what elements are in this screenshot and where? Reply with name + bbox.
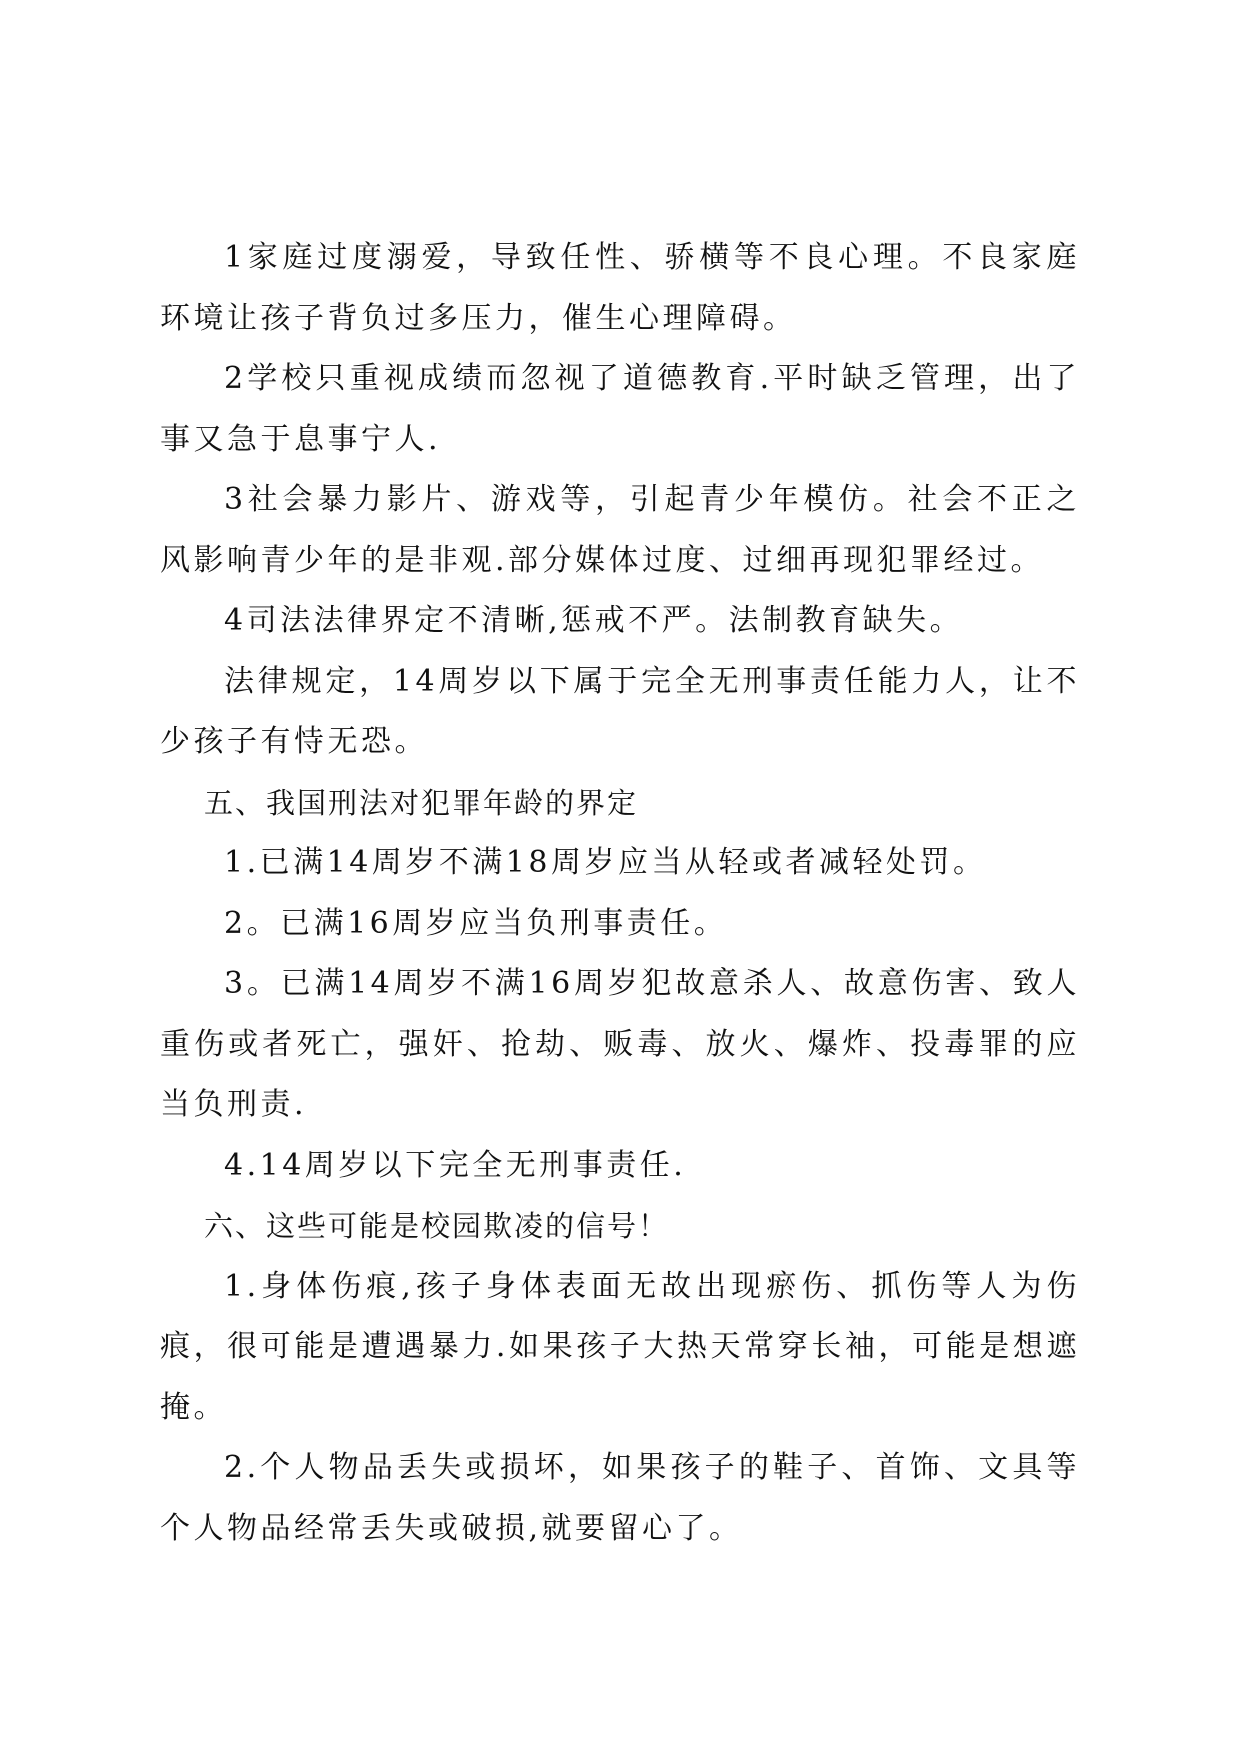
list-item-under-14: 4.14周岁以下完全无刑事责任. <box>224 1147 687 1183</box>
paragraph-judicial-cause: 4司法法律界定不清晰,惩戒不严。法制教育缺失。 <box>224 603 964 638</box>
list-item-age-14-18: 1.已满14周岁不满18周岁应当从轻或者减轻处罚。 <box>224 845 987 880</box>
list-item-lost-belongings: 2.个人物品丢失或损坏，如果孩子的鞋子、首饰、文具等个人物品经常丢失或破损,就要留心了。 <box>160 1450 1080 1546</box>
paragraph-family-cause: 1家庭过度溺爱，导致任性、骄横等不良心理。不良家庭环境让孩子背负过多压力，催生心理障碍。 <box>160 240 1080 336</box>
document-body <box>160 228 1080 1559</box>
paragraph-society-cause: 3社会暴力影片、游戏等，引起青少年模仿。社会不正之风影响青少年的是非观.部分媒体过度、过细再现犯罪经过。 <box>160 482 1080 578</box>
list-item-body-injuries: 1.身体伤痕,孩子身体表面无故出现瘀伤、抓伤等人为伤痕，很可能是遭遇暴力.如果孩子大热天常穿长袖，可能是想遮掩。 <box>160 1268 1080 1425</box>
list-item-age-16: 2。已满16周岁应当负刑事责任。 <box>224 905 728 941</box>
section-heading-bullying-signals: 六、这些可能是校园欺凌的信号！ <box>204 1209 670 1243</box>
section-heading-criminal-age: 五、我国刑法对犯罪年龄的界定 <box>204 785 639 820</box>
paragraph-law-age-note: 法律规定，14周岁以下属于完全无刑事责任能力人，让不少孩子有恃无恐。 <box>160 663 1080 759</box>
list-item-age-14-16-crimes: 3。已满14周岁不满16周岁犯故意杀人、故意伤害、致人重伤或者死亡，强奸、抢劫、贩毒、放火、爆炸、投毒罪的应当负刑责. <box>160 966 1080 1122</box>
paragraph-school-cause: 2学校只重视成绩而忽视了道德教育.平时缺乏管理，出了事又急于息事宁人. <box>160 361 1080 457</box>
